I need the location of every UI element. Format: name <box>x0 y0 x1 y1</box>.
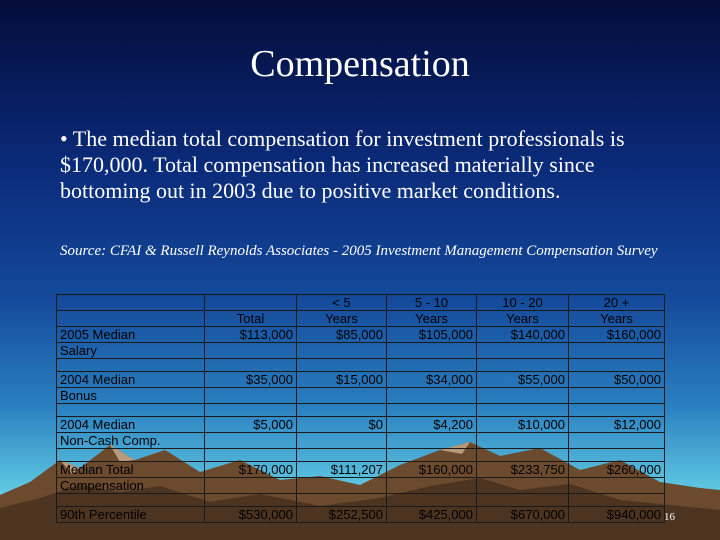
table-cell: $940,000 <box>569 507 665 523</box>
table-cell: $530,000 <box>205 507 297 523</box>
table-cell: $55,000 <box>477 372 569 388</box>
table-row <box>57 462 665 478</box>
table-cell: $260,000 <box>569 462 665 478</box>
table-row <box>57 343 665 359</box>
row-label: 2004 Median <box>57 417 205 433</box>
table-header-cell <box>57 295 205 311</box>
table-header-cell: 20 + <box>569 295 665 311</box>
row-label: 90th Percentile <box>57 507 205 523</box>
table-header-cell <box>205 295 297 311</box>
table-row <box>57 507 665 523</box>
table-cell: $105,000 <box>387 327 477 343</box>
table-row <box>57 433 665 449</box>
bullet-text: • The median total compensation for investment professionals is $170,000. Total compensation has increased materially since bottoming out in 2003 due to positive market conditions. <box>60 126 625 203</box>
table-cell: $0 <box>297 417 387 433</box>
table-cell: $15,000 <box>297 372 387 388</box>
row-label: Median Total <box>57 462 205 478</box>
table-cell: $252,500 <box>297 507 387 523</box>
table-header-row <box>57 295 665 311</box>
table-spacer-row <box>57 494 665 507</box>
table-cell: $670,000 <box>477 507 569 523</box>
row-label: Salary <box>57 343 205 359</box>
table-cell: $5,000 <box>205 417 297 433</box>
table-row <box>57 417 665 433</box>
table-header-cell: Years <box>569 311 665 327</box>
row-label: 2005 Median <box>57 327 205 343</box>
table-header-cell: Total <box>205 311 297 327</box>
table-cell: $111,207 <box>297 462 387 478</box>
table-header-row <box>57 311 665 327</box>
table-spacer-row <box>57 404 665 417</box>
table-cell: $170,000 <box>205 462 297 478</box>
table-cell: $425,000 <box>387 507 477 523</box>
row-label: Non-Cash Comp. <box>57 433 205 449</box>
row-label: Compensation <box>57 478 205 494</box>
table-header-cell: 5 - 10 <box>387 295 477 311</box>
table-row <box>57 372 665 388</box>
table-cell: $160,000 <box>569 327 665 343</box>
table-cell: $50,000 <box>569 372 665 388</box>
table-cell: $4,200 <box>387 417 477 433</box>
table-cell: $34,000 <box>387 372 477 388</box>
table-cell: $12,000 <box>569 417 665 433</box>
source-citation: Source: CFAI & Russell Reynolds Associates - 2005 Investment Management Compensation Survey <box>60 243 658 259</box>
table-spacer-row <box>57 359 665 372</box>
table-header-cell: Years <box>297 311 387 327</box>
table-row <box>57 388 665 404</box>
compensation-table <box>56 294 665 523</box>
table-row <box>57 327 665 343</box>
table-cell: $35,000 <box>205 372 297 388</box>
row-label: Bonus <box>57 388 205 404</box>
table-header-cell <box>57 311 205 327</box>
row-label: 2004 Median <box>57 372 205 388</box>
table-cell: $113,000 <box>205 327 297 343</box>
table-header-cell: 10 - 20 <box>477 295 569 311</box>
table-cell: $233,750 <box>477 462 569 478</box>
table-cell: $140,000 <box>477 327 569 343</box>
table-header-cell: Years <box>477 311 569 327</box>
table-row <box>57 478 665 494</box>
table-header-cell: < 5 <box>297 295 387 311</box>
slide-title: Compensation <box>250 43 470 85</box>
page-number: 16 <box>664 511 675 523</box>
table-cell: $160,000 <box>387 462 477 478</box>
table-header-cell: Years <box>387 311 477 327</box>
table-spacer-row <box>57 449 665 462</box>
table-cell: $10,000 <box>477 417 569 433</box>
table-cell: $85,000 <box>297 327 387 343</box>
